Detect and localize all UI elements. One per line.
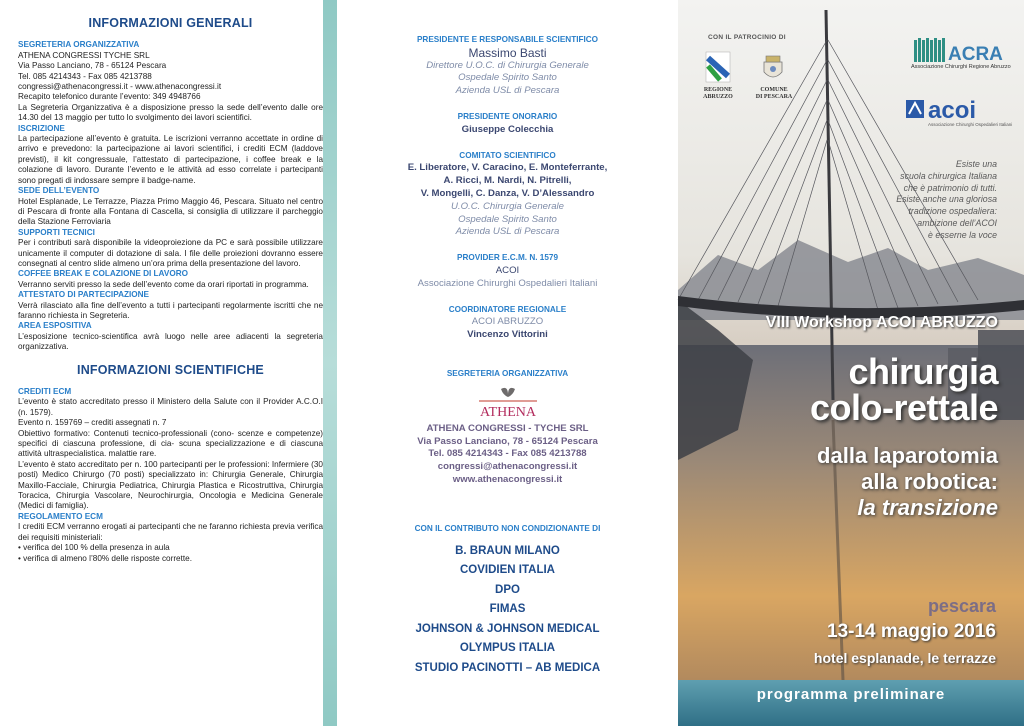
segreteria-heading: SEGRETERIA ORGANIZZATIVA [18, 40, 140, 50]
acoi-logo-text: acoi [928, 97, 977, 124]
supporti-section [18, 228, 323, 270]
crediti-heading: CREDITI ECM [18, 387, 72, 396]
segreteria-mobile: Recapito telefonico durante l’evento: 349 4948766 [18, 92, 201, 102]
comitato-heading: COMITATO SCIENTIFICO [459, 150, 556, 160]
cover-panel [678, 0, 1024, 726]
main-title-line2: colo-rettale [809, 387, 998, 428]
comitato-affiliation: Ospedale Spirito Santo [458, 213, 557, 225]
supporti-heading: SUPPORTI TECNICI [18, 227, 95, 237]
area-heading: AREA ESPOSITIVA [18, 321, 92, 331]
presidente-name: Massimo Basti [468, 45, 547, 60]
athena-logo-text: ATHENA [479, 404, 536, 420]
coordinatore-org: ACOI ABRUZZO [471, 316, 544, 328]
presidente-role: Ospedale Spirito Santo [458, 72, 557, 84]
acra-logo [914, 36, 1003, 65]
supporti-text: Per i contributi sarà disponibile la videoproiezione da PC e sarà possibile utilizzare unicamente il computer di dotazione di sala. I file delle proiezioni dovranno essere consegnati al centro slide almeno un’ora prima della presentazione del lavoro. [18, 238, 323, 268]
attestato-section [18, 290, 323, 321]
event-dates: 13-14 maggio 2016 [827, 621, 996, 642]
decorative-stripe [323, 0, 337, 726]
athena-address: Via Passo Lanciano, 78 - 65124 Pescara [417, 435, 598, 447]
event-city: pescara [927, 596, 996, 616]
left-panel [0, 0, 337, 726]
athena-company: ATHENA CONGRESSI - TYCHE SRL [426, 422, 589, 434]
acra-subtitle: Associazione Chirurghi Regione Abruzzo [911, 64, 1011, 70]
sponsor-item: B. BRAUN MILANO [455, 544, 560, 557]
segreteria-email[interactable]: congressi@athenacongressi.it - www.athenacongressi.it [18, 82, 222, 92]
coffee-text: Verranno serviti presso la sede dell’evento come da orari riportati in programma. [18, 279, 309, 289]
athena-phone: Tel. 085 4214343 - Fax 085 4213788 [428, 448, 587, 460]
coffee-heading: COFFEE BREAK E COLAZIONE DI LAVORO [18, 269, 188, 279]
subtitle-line3: la transizione [857, 495, 998, 520]
iscrizione-section [18, 124, 323, 186]
coffee-section [18, 269, 323, 290]
provider-desc: Associazione Chirurghi Ospedalieri Italiani [417, 277, 598, 289]
comune-label: COMUNE DI PESCARA [755, 87, 793, 100]
segreteria-phone: Tel. 085 4214343 - Fax 085 4213788 [18, 71, 152, 81]
segreteria-company: ATHENA CONGRESSI TYCHE SRL [18, 50, 150, 60]
middle-panel [337, 0, 678, 726]
acra-logo-text: ACRA [948, 44, 1003, 65]
segreteria-text: La Segreteria Organizzativa è a disposizione presso la sede dell’evento dalle ore 14.30 del 13 maggio per tutto lo svolgimento dei lavori scientifici. [18, 102, 323, 123]
acoi-subtitle: Associazione Chirurghi Ospedalieri Italiani [928, 122, 1013, 127]
regolamento-bullet: • verifica del 100 % della presenza in aula [18, 543, 170, 553]
provider-name: ACOI [495, 264, 520, 276]
comitato-names: E. Liberatore, V. Caracino, E. Monteferrante, [407, 162, 608, 174]
athena-logo-mark [501, 388, 515, 397]
iscrizione-text: La partecipazione all’evento è gratuita. Le iscrizioni verranno accettate in ordine di arrivo e prevedono: la partecipazione ai lavori scientifici, i crediti ECM (laddove previsti), il kit congressuale, l’attestato di partecipazione, i coffee break e la colazione di lavoro. Durante l’evento e le attività ad esso correlate i partecipanti sono pregati di indossare sempre il badge-name. [18, 134, 323, 185]
attestato-text: Verrà rilasciato alla fine dell’evento a tutti i partecipanti regolarmente iscritti che ne faranno richiesta in Segreteria. [18, 300, 323, 320]
regolamento-heading: REGOLAMENTO ECM [18, 511, 103, 521]
regolamento-text: I crediti ECM verranno erogati ai partecipanti che ne faranno richiesta previa verifica dei requisiti ministeriali: [18, 522, 323, 542]
scientific-info-title: INFORMAZIONI SCIENTIFICHE [77, 362, 264, 377]
comitato-names: V. Mongelli, C. Danza, V. D’Alessandro [420, 187, 595, 199]
subtitle-line1: dalla laparotomia [817, 443, 998, 468]
area-text: L’esposizione tecnico-scientifica avrà luogo nelle aree adiacenti la segreteria organizzativa. [18, 331, 323, 352]
comitato-affiliation: U.O.C. Chirurgia Generale [450, 200, 565, 212]
sponsor-item: COVIDIEN ITALIA [460, 564, 555, 577]
sede-section [18, 186, 323, 228]
athena-logo [473, 385, 543, 421]
main-title-line1: chirurgia [848, 351, 998, 392]
sponsor-item: STUDIO PACINOTTI – AB MEDICA [414, 661, 601, 674]
regolamento-bullet: • verifica di almeno l’80% delle risposte corrette. [18, 553, 192, 563]
sponsor-item: JOHNSON & JOHNSON MEDICAL [415, 622, 600, 635]
coordinatore-heading: COORDINATORE REGIONALE [448, 304, 567, 314]
segreteria-address: Via Passo Lanciano, 78 - 65124 Pescara [18, 61, 167, 71]
workshop-title: VIII Workshop ACOI ABRUZZO [765, 314, 998, 331]
athena-website[interactable]: www.athenacongressi.it [452, 473, 563, 485]
general-info-title: INFORMAZIONI GENERALI [88, 16, 253, 30]
regione-abruzzo-emblem [706, 52, 730, 82]
sponsor-item: OLYMPUS ITALIA [459, 642, 556, 655]
onorario-heading: PRESIDENTE ONORARIO [457, 111, 558, 121]
presidente-heading: PRESIDENTE E RESPONSABILE SCIENTIFICO [416, 35, 599, 44]
crediti-text: L’evento è stato accreditato presso il Ministero della Salute con il Provider A.C.O.I (n. 1579). [18, 397, 323, 417]
acoi-quote: Esiste una scuola chirurgica Italiana che è patrimonio di tutti. Esiste anche una gloriosa tradizione ospedaliera: ambizione dell’ACOI è esserne la voce [896, 159, 997, 240]
mid-segreteria-heading: SEGRETERIA ORGANIZZATIVA [446, 368, 569, 378]
sponsor-item: DPO [495, 583, 520, 596]
contributo-heading: CON IL CONTRIBUTO NON CONDIZIONANTE DI [414, 523, 601, 533]
crediti-section [18, 387, 323, 512]
attestato-heading: ATTESTATO DI PARTECIPAZIONE [18, 290, 149, 300]
patrocinio-label: CON IL PATROCINIO DI [708, 34, 786, 41]
sede-text: Hotel Esplanade, Le Terrazze, Piazza Primo Maggio 46, Pescara. Situato nel centro di Pescara di fronte alla Fontana di Cascella, si consiglia di utilizzare il parcheggio della Stazione Ferroviaria [18, 196, 323, 227]
subtitle-line2: alla robotica: [861, 469, 998, 494]
provider-heading: PROVIDER E.C.M. N. 1579 [456, 253, 558, 263]
sponsor-item: FIMAS [489, 603, 526, 616]
coordinatore-name: Vincenzo Vittorini [467, 329, 548, 341]
crediti-text: Evento n. 159769 – crediti assegnati n. 7 [18, 418, 167, 428]
comitato-names: A. Ricci, M. Nardi, N. Pitrelli, [443, 175, 572, 187]
athena-email[interactable]: congressi@athenacongressi.it [437, 461, 578, 473]
crediti-text: Obiettivo formativo: Contenuti tecnico-professionali (cono- scenze e competenze) specifici di ciascuna professione, di cia- scuna specializzazione e di ciascuna attività ultraspecialistica. malattie rare. [18, 428, 323, 459]
comitato-affiliation: Azienda USL di Pescara [455, 226, 560, 238]
presidente-role: Direttore U.O.C. di Chirurgia Generale [426, 59, 589, 71]
area-section [18, 321, 323, 352]
onorario-name: Giuseppe Colecchia [461, 123, 554, 135]
event-venue: hotel esplanade, le terrazze [813, 650, 996, 666]
presidente-role: Azienda USL di Pescara [455, 85, 560, 97]
segreteria-section [18, 40, 323, 123]
comune-pescara-emblem [762, 54, 784, 82]
crediti-text: L’evento è stato accreditato per n. 100 partecipanti per le professioni: Infermiere (30 posti) Medico Chirurgo (70 posti) specializzato in: Chirurgia Generale, Chirurgia Maxillo-Facciale, Chirurgia Pediatrica, Chirurgia Plastica e Ricostruttiva, Chirurgia Toracica, Chirurgia Vascolare, Neurochirurgia, Oncologia e Medicina Generale (Medici di famiglia). [18, 459, 323, 511]
regione-label: REGIONE ABRUZZO [703, 87, 733, 100]
sede-heading: SEDE DELL’EVENTO [18, 186, 100, 196]
iscrizione-heading: ISCRIZIONE [18, 123, 65, 133]
program-label: programma preliminare [756, 686, 946, 703]
regolamento-section [18, 512, 323, 564]
acoi-logo [906, 96, 996, 124]
